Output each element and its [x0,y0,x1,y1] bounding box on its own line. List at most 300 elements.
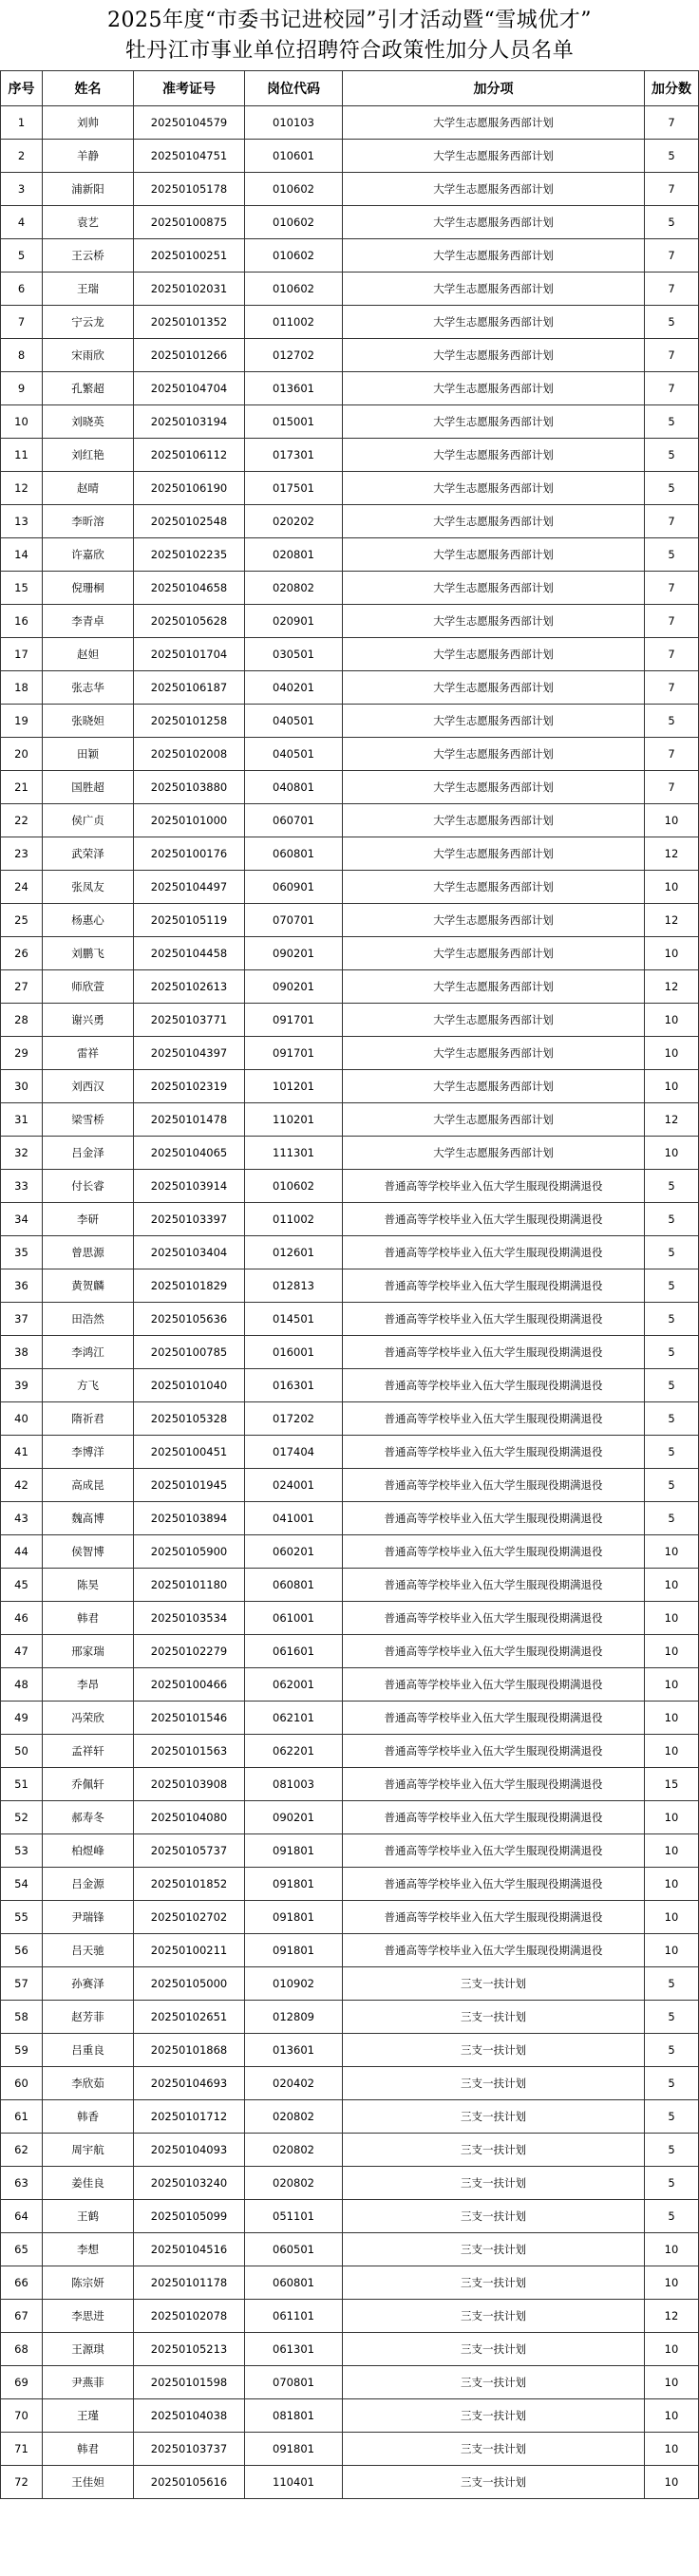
cell-exam-number: 20250105000 [134,1967,245,2001]
cell-exam-number: 20250104397 [134,1037,245,1070]
cell-serial: 27 [1,970,43,1004]
cell-post-code: 091801 [245,1901,343,1934]
cell-serial: 58 [1,2001,43,2034]
cell-serial: 24 [1,871,43,904]
table-row [1,738,699,771]
cell-bonus-points: 10 [645,1037,699,1070]
cell-name: 张晓妲 [43,705,134,738]
cell-exam-number: 20250105628 [134,605,245,638]
cell-bonus-item: 大学生志愿服务西部计划 [343,1137,645,1170]
cell-name: 高成昆 [43,1469,134,1502]
cell-bonus-item: 大学生志愿服务西部计划 [343,837,645,871]
table-row [1,405,699,439]
cell-name: 韩君 [43,1602,134,1635]
cell-exam-number: 20250105737 [134,1834,245,1868]
table-row [1,2067,699,2100]
cell-bonus-points: 5 [645,140,699,173]
cell-bonus-item: 三支一扶计划 [343,2433,645,2466]
cell-exam-number: 20250103397 [134,1203,245,1236]
cell-name: 李思进 [43,2300,134,2333]
cell-post-code: 013601 [245,2034,343,2067]
table-row [1,1702,699,1735]
table-row [1,1203,699,1236]
table-row [1,1768,699,1801]
cell-serial: 53 [1,1834,43,1868]
cell-bonus-item: 普通高等学校毕业入伍大学生服现役期满退役 [343,1834,645,1868]
cell-bonus-item: 大学生志愿服务西部计划 [343,1103,645,1137]
cell-exam-number: 20250101868 [134,2034,245,2067]
cell-exam-number: 20250102548 [134,505,245,538]
cell-bonus-item: 大学生志愿服务西部计划 [343,937,645,970]
cell-name: 刘帅 [43,106,134,140]
cell-exam-number: 20250103914 [134,1170,245,1203]
cell-bonus-points: 5 [645,2067,699,2100]
cell-serial: 64 [1,2200,43,2233]
cell-serial: 65 [1,2233,43,2266]
cell-name: 尹燕菲 [43,2366,134,2399]
cell-bonus-points: 5 [645,538,699,572]
cell-bonus-item: 大学生志愿服务西部计划 [343,904,645,937]
table-row [1,1502,699,1535]
cell-serial: 6 [1,273,43,306]
cell-bonus-item: 三支一扶计划 [343,2001,645,2034]
cell-serial: 1 [1,106,43,140]
cell-bonus-points: 5 [645,2134,699,2167]
cell-bonus-points: 5 [645,1269,699,1303]
cell-bonus-item: 大学生志愿服务西部计划 [343,671,645,705]
table-row [1,1967,699,2001]
cell-exam-number: 20250105178 [134,173,245,206]
table-row [1,1569,699,1602]
cell-serial: 59 [1,2034,43,2067]
cell-exam-number: 20250103194 [134,405,245,439]
cell-post-code: 012813 [245,1269,343,1303]
cell-serial: 30 [1,1070,43,1103]
cell-serial: 10 [1,405,43,439]
cell-name: 羊静 [43,140,134,173]
table-row [1,2433,699,2466]
cell-bonus-points: 10 [645,1602,699,1635]
cell-name: 张志华 [43,671,134,705]
cell-serial: 2 [1,140,43,173]
cell-name: 孟祥轩 [43,1735,134,1768]
cell-bonus-points: 10 [645,2399,699,2433]
cell-bonus-item: 大学生志愿服务西部计划 [343,140,645,173]
cell-exam-number: 20250100466 [134,1668,245,1702]
cell-post-code: 060501 [245,2233,343,2266]
cell-name: 吕金源 [43,1868,134,1901]
cell-serial: 22 [1,804,43,837]
cell-bonus-item: 三支一扶计划 [343,2300,645,2333]
cell-bonus-points: 12 [645,837,699,871]
cell-bonus-item: 普通高等学校毕业入伍大学生服现役期满退役 [343,1569,645,1602]
cell-post-code: 081003 [245,1768,343,1801]
table-row [1,2333,699,2366]
cell-name: 吕天驰 [43,1934,134,1967]
cell-serial: 37 [1,1303,43,1336]
cell-bonus-points: 7 [645,372,699,405]
cell-exam-number: 20250101704 [134,638,245,671]
bonus-points-table [0,70,699,2499]
cell-post-code: 010602 [245,173,343,206]
cell-bonus-points: 10 [645,2266,699,2300]
cell-serial: 29 [1,1037,43,1070]
cell-serial: 68 [1,2333,43,2366]
cell-serial: 23 [1,837,43,871]
cell-name: 韩香 [43,2100,134,2134]
cell-exam-number: 20250104497 [134,871,245,904]
cell-post-code: 090201 [245,937,343,970]
cell-bonus-points: 12 [645,2300,699,2333]
cell-name: 周宇航 [43,2134,134,2167]
cell-post-code: 010602 [245,1170,343,1203]
cell-bonus-points: 10 [645,2333,699,2366]
cell-bonus-points: 10 [645,1070,699,1103]
cell-exam-number: 20250102279 [134,1635,245,1668]
cell-name: 姜佳良 [43,2167,134,2200]
cell-exam-number: 20250104065 [134,1137,245,1170]
cell-exam-number: 20250101180 [134,1569,245,1602]
cell-exam-number: 20250104579 [134,106,245,140]
cell-serial: 4 [1,206,43,239]
cell-bonus-item: 三支一扶计划 [343,1967,645,2001]
table-row [1,2034,699,2067]
cell-serial: 26 [1,937,43,970]
cell-post-code: 060801 [245,837,343,871]
cell-exam-number: 20250104658 [134,572,245,605]
cell-bonus-item: 普通高等学校毕业入伍大学生服现役期满退役 [343,1502,645,1535]
cell-serial: 66 [1,2266,43,2300]
table-row [1,439,699,472]
cell-post-code: 062101 [245,1702,343,1735]
table-row [1,173,699,206]
table-row [1,2300,699,2333]
cell-bonus-points: 5 [645,1236,699,1269]
cell-bonus-points: 10 [645,2233,699,2266]
cell-exam-number: 20250101258 [134,705,245,738]
cell-post-code: 061601 [245,1635,343,1668]
cell-post-code: 020801 [245,538,343,572]
cell-name: 韩君 [43,2433,134,2466]
cell-name: 国胜超 [43,771,134,804]
cell-name: 侯广贞 [43,804,134,837]
cell-bonus-item: 三支一扶计划 [343,2134,645,2167]
table-row [1,605,699,638]
cell-serial: 56 [1,1934,43,1967]
document-title [0,0,699,70]
cell-bonus-points: 10 [645,2433,699,2466]
cell-bonus-item: 三支一扶计划 [343,2200,645,2233]
header-bonus-item: 加分项 [343,71,645,106]
cell-exam-number: 20250101829 [134,1269,245,1303]
cell-post-code: 014501 [245,1303,343,1336]
cell-name: 李想 [43,2233,134,2266]
cell-serial: 14 [1,538,43,572]
cell-bonus-item: 普通高等学校毕业入伍大学生服现役期满退役 [343,1901,645,1934]
cell-name: 赵妲 [43,638,134,671]
cell-bonus-points: 5 [645,2200,699,2233]
cell-name: 田颖 [43,738,134,771]
cell-serial: 69 [1,2366,43,2399]
cell-name: 李青卓 [43,605,134,638]
table-row [1,1436,699,1469]
cell-bonus-item: 大学生志愿服务西部计划 [343,1070,645,1103]
cell-serial: 33 [1,1170,43,1203]
cell-bonus-item: 大学生志愿服务西部计划 [343,439,645,472]
cell-bonus-item: 三支一扶计划 [343,2266,645,2300]
cell-name: 李昂 [43,1668,134,1702]
table-row [1,904,699,937]
table-row [1,1303,699,1336]
cell-serial: 50 [1,1735,43,1768]
cell-bonus-points: 10 [645,804,699,837]
cell-name: 王瑞 [43,273,134,306]
cell-serial: 36 [1,1269,43,1303]
cell-serial: 28 [1,1004,43,1037]
cell-post-code: 041001 [245,1502,343,1535]
table-row [1,273,699,306]
cell-exam-number: 20250101712 [134,2100,245,2134]
cell-post-code: 030501 [245,638,343,671]
cell-bonus-points: 10 [645,1801,699,1834]
cell-bonus-item: 三支一扶计划 [343,2167,645,2200]
cell-post-code: 091701 [245,1037,343,1070]
cell-bonus-points: 5 [645,1436,699,1469]
cell-bonus-item: 普通高等学校毕业入伍大学生服现役期满退役 [343,1336,645,1369]
table-row [1,1868,699,1901]
cell-serial: 40 [1,1402,43,1436]
cell-bonus-item: 三支一扶计划 [343,2366,645,2399]
cell-post-code: 013601 [245,372,343,405]
table-row [1,472,699,505]
cell-exam-number: 20250104038 [134,2399,245,2433]
cell-name: 曾思源 [43,1236,134,1269]
table-row [1,572,699,605]
table-row [1,1336,699,1369]
table-row [1,1236,699,1269]
cell-serial: 42 [1,1469,43,1502]
header-bonus-points: 加分数 [645,71,699,106]
cell-exam-number: 20250102613 [134,970,245,1004]
cell-name: 李研 [43,1203,134,1236]
cell-name: 郝寿冬 [43,1801,134,1834]
cell-name: 陈宗妍 [43,2266,134,2300]
cell-bonus-item: 三支一扶计划 [343,2100,645,2134]
cell-serial: 55 [1,1901,43,1934]
cell-bonus-points: 12 [645,970,699,1004]
cell-bonus-points: 7 [645,239,699,273]
cell-serial: 5 [1,239,43,273]
cell-post-code: 012809 [245,2001,343,2034]
cell-bonus-points: 7 [645,572,699,605]
cell-post-code: 017404 [245,1436,343,1469]
cell-exam-number: 20250101040 [134,1369,245,1402]
cell-bonus-points: 10 [645,1635,699,1668]
cell-bonus-points: 12 [645,1103,699,1137]
cell-serial: 51 [1,1768,43,1801]
cell-bonus-item: 大学生志愿服务西部计划 [343,106,645,140]
cell-bonus-points: 5 [645,405,699,439]
cell-serial: 19 [1,705,43,738]
cell-name: 赵芳菲 [43,2001,134,2034]
cell-exam-number: 20250105119 [134,904,245,937]
cell-post-code: 020202 [245,505,343,538]
table-row [1,2466,699,2499]
table-row [1,1402,699,1436]
cell-name: 倪珊桐 [43,572,134,605]
cell-exam-number: 20250100251 [134,239,245,273]
cell-serial: 72 [1,2466,43,2499]
cell-exam-number: 20250102319 [134,1070,245,1103]
table-row [1,705,699,738]
cell-post-code: 010602 [245,239,343,273]
cell-name: 李昕溶 [43,505,134,538]
cell-bonus-item: 三支一扶计划 [343,2399,645,2433]
cell-post-code: 060901 [245,871,343,904]
cell-name: 李鸿江 [43,1336,134,1369]
cell-bonus-points: 10 [645,1834,699,1868]
cell-bonus-item: 大学生志愿服务西部计划 [343,239,645,273]
cell-bonus-points: 5 [645,1203,699,1236]
cell-bonus-points: 5 [645,2167,699,2200]
cell-name: 浦新阳 [43,173,134,206]
cell-exam-number: 20250106187 [134,671,245,705]
cell-name: 王瑾 [43,2399,134,2433]
cell-name: 孔繁超 [43,372,134,405]
cell-exam-number: 20250105900 [134,1535,245,1569]
cell-bonus-item: 大学生志愿服务西部计划 [343,638,645,671]
cell-bonus-points: 7 [645,771,699,804]
cell-bonus-item: 普通高等学校毕业入伍大学生服现役期满退役 [343,1934,645,1967]
cell-exam-number: 20250104093 [134,2134,245,2167]
cell-name: 张凤友 [43,871,134,904]
table-row [1,2399,699,2433]
table-row [1,1735,699,1768]
table-row [1,804,699,837]
cell-name: 刘红艳 [43,439,134,472]
cell-exam-number: 20250105213 [134,2333,245,2366]
table-row [1,1469,699,1502]
cell-post-code: 010103 [245,106,343,140]
cell-bonus-item: 普通高等学校毕业入伍大学生服现役期满退役 [343,1768,645,1801]
cell-bonus-points: 7 [645,638,699,671]
cell-bonus-points: 5 [645,705,699,738]
cell-serial: 38 [1,1336,43,1369]
cell-serial: 71 [1,2433,43,2466]
cell-bonus-points: 5 [645,206,699,239]
cell-post-code: 010902 [245,1967,343,2001]
table-row [1,1269,699,1303]
table-row [1,1535,699,1569]
cell-post-code: 011002 [245,306,343,339]
cell-serial: 52 [1,1801,43,1834]
table-row [1,1170,699,1203]
table-row [1,505,699,538]
title-line-2: 牡丹江市事业单位招聘符合政策性加分人员名单 [124,39,575,63]
cell-bonus-points: 7 [645,106,699,140]
cell-bonus-item: 普通高等学校毕业入伍大学生服现役期满退役 [343,1668,645,1702]
cell-bonus-item: 大学生志愿服务西部计划 [343,1004,645,1037]
cell-post-code: 015001 [245,405,343,439]
cell-bonus-item: 大学生志愿服务西部计划 [343,339,645,372]
cell-post-code: 091701 [245,1004,343,1037]
cell-serial: 44 [1,1535,43,1569]
cell-serial: 49 [1,1702,43,1735]
cell-bonus-points: 10 [645,1934,699,1967]
cell-exam-number: 20250101563 [134,1735,245,1768]
cell-name: 宁云龙 [43,306,134,339]
cell-name: 冯荣欣 [43,1702,134,1735]
cell-bonus-points: 5 [645,1336,699,1369]
cell-bonus-item: 普通高等学校毕业入伍大学生服现役期满退役 [343,1303,645,1336]
cell-bonus-item: 普通高等学校毕业入伍大学生服现役期满退役 [343,1702,645,1735]
cell-exam-number: 20250105616 [134,2466,245,2499]
cell-post-code: 020802 [245,2167,343,2200]
cell-post-code: 110201 [245,1103,343,1137]
cell-bonus-item: 普通高等学校毕业入伍大学生服现役期满退役 [343,1535,645,1569]
cell-name: 魏高博 [43,1502,134,1535]
cell-name: 许嘉欣 [43,538,134,572]
cell-serial: 17 [1,638,43,671]
cell-exam-number: 20250101178 [134,2266,245,2300]
cell-name: 刘晓英 [43,405,134,439]
cell-bonus-points: 10 [645,1735,699,1768]
cell-bonus-item: 三支一扶计划 [343,2233,645,2266]
header-post-code: 岗位代码 [245,71,343,106]
cell-post-code: 070801 [245,2366,343,2399]
cell-bonus-points: 10 [645,937,699,970]
table-row [1,970,699,1004]
table-row [1,306,699,339]
cell-exam-number: 20250103737 [134,2433,245,2466]
cell-bonus-points: 10 [645,871,699,904]
cell-exam-number: 20250104704 [134,372,245,405]
cell-bonus-points: 5 [645,1967,699,2001]
cell-bonus-points: 10 [645,2366,699,2399]
cell-bonus-item: 大学生志愿服务西部计划 [343,538,645,572]
cell-serial: 70 [1,2399,43,2433]
table-row [1,2233,699,2266]
cell-post-code: 040201 [245,671,343,705]
cell-serial: 46 [1,1602,43,1635]
cell-exam-number: 20250103404 [134,1236,245,1269]
cell-name: 杨惠心 [43,904,134,937]
cell-bonus-item: 大学生志愿服务西部计划 [343,472,645,505]
cell-bonus-item: 大学生志愿服务西部计划 [343,206,645,239]
cell-exam-number: 20250101000 [134,804,245,837]
cell-exam-number: 20250101266 [134,339,245,372]
table-row [1,1635,699,1668]
cell-name: 王源琪 [43,2333,134,2366]
cell-post-code: 017301 [245,439,343,472]
cell-name: 黄贺麟 [43,1269,134,1303]
table-row [1,206,699,239]
cell-name: 师欣萱 [43,970,134,1004]
cell-name: 李欣茹 [43,2067,134,2100]
cell-bonus-points: 7 [645,505,699,538]
cell-serial: 8 [1,339,43,372]
cell-post-code: 060201 [245,1535,343,1569]
cell-bonus-item: 普通高等学校毕业入伍大学生服现役期满退役 [343,1269,645,1303]
cell-exam-number: 20250104458 [134,937,245,970]
cell-exam-number: 20250105328 [134,1402,245,1436]
cell-bonus-points: 5 [645,1402,699,1436]
cell-bonus-points: 5 [645,1502,699,1535]
cell-exam-number: 20250102235 [134,538,245,572]
cell-bonus-item: 大学生志愿服务西部计划 [343,1037,645,1070]
cell-bonus-points: 7 [645,605,699,638]
cell-bonus-item: 大学生志愿服务西部计划 [343,273,645,306]
